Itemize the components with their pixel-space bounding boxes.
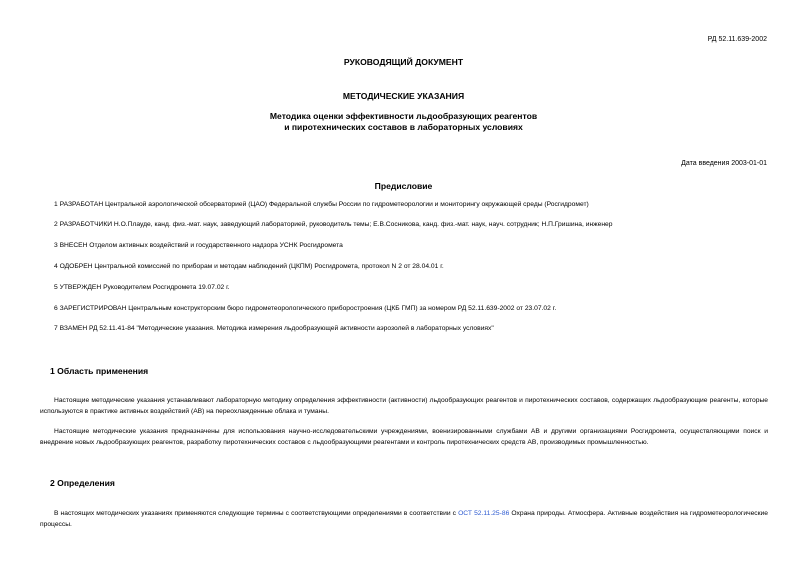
preface-item: 6 ЗАРЕГИСТРИРОВАН Центральным конструкторским бюро гидрометеорологического приборостроения (ЦКБ ГМП) за номером РД 52.11.639-2002 от 23.07.02 г. xyxy=(54,305,557,312)
preface-item: 7 ВЗАМЕН РД 52.11.41-84 "Методические указания. Методика измерения льдообразующей активности аэрозолей в лабораторных условиях" xyxy=(54,325,494,332)
document-kind-title: МЕТОДИЧЕСКИЕ УКАЗАНИЯ xyxy=(342,91,465,101)
document-title-line-2: и пиротехнических составов в лабораторных условиях xyxy=(284,122,523,132)
document-type-title: РУКОВОДЯЩИЙ ДОКУМЕНТ xyxy=(343,57,464,67)
preface-heading: Предисловие xyxy=(374,181,433,191)
ost-standard-link[interactable]: ОСТ 52.11.25-86 xyxy=(458,510,510,517)
section-2-text-after-link: Охрана природы. Атмосфера. Активные воздействия на гидрометеорологические процессы. xyxy=(40,510,769,528)
section-2-text-before-link: В настоящих методических указаниях применяются следующие термины с соответствующими определениями в соответствии с xyxy=(54,510,459,517)
section-1-paragraph-1: Настоящие методические указания устанавливают лабораторную методику определения эффективности (активности) льдообразующих реагентов и пиротехнических составов, содержащих льдообразующие реагенты, которые используются в практике активных воздействий (АВ) на переохлажденные облака и туманы. xyxy=(40,397,768,415)
document-title xyxy=(0,111,807,133)
preface-item: 1 РАЗРАБОТАН Центральной аэрологической обсерваторией (ЦАО) Федеральной службы России по гидрометеорологии и мониторингу окружающей среды (Росгидромет) xyxy=(54,201,589,208)
section-2-heading: 2 Определения xyxy=(50,478,115,488)
section-1-paragraph-2: Настоящие методические указания предназначены для использования научно-исследовательскими учреждениями, военизированными службами АВ и другими организациями Росгидромета, осуществляющими поиск и внедрение новых льдообразующих реагентов, разработку пиротехнических составов с льдообразующими реагентами и контроль пиротехнических средств АВ, производимых промышленностью. xyxy=(40,428,768,446)
section-2-paragraph xyxy=(40,509,768,530)
preface-item: 5 УТВЕРЖДЕН Руководителем Росгидромета 19.07.02 г. xyxy=(54,284,230,291)
document-title-line-1: Методика оценки эффективности льдообразующих реагентов xyxy=(269,111,538,121)
section-1-heading: 1 Область применения xyxy=(50,366,149,376)
preface-item: 3 ВНЕСЕН Отделом активных воздействий и государственного надзора УСНК Росгидромета xyxy=(54,242,343,249)
introduction-date: Дата введения 2003-01-01 xyxy=(681,160,767,167)
document-code: РД 52.11.639-2002 xyxy=(707,36,767,43)
preface-item: 4 ОДОБРЕН Центральной комиссией по приборам и методам наблюдений (ЦКПМ) Росгидромета, протокол N 2 от 28.04.01 г. xyxy=(54,263,444,270)
preface-item: 2 РАЗРАБОТЧИКИ Н.О.Плауде, канд. физ.-мат. наук, заведующий лабораторией, руководитель темы; Е.В.Сосникова, канд. физ.-мат. наук, науч. сотрудник; Н.П.Гришина, инженер xyxy=(54,221,613,228)
